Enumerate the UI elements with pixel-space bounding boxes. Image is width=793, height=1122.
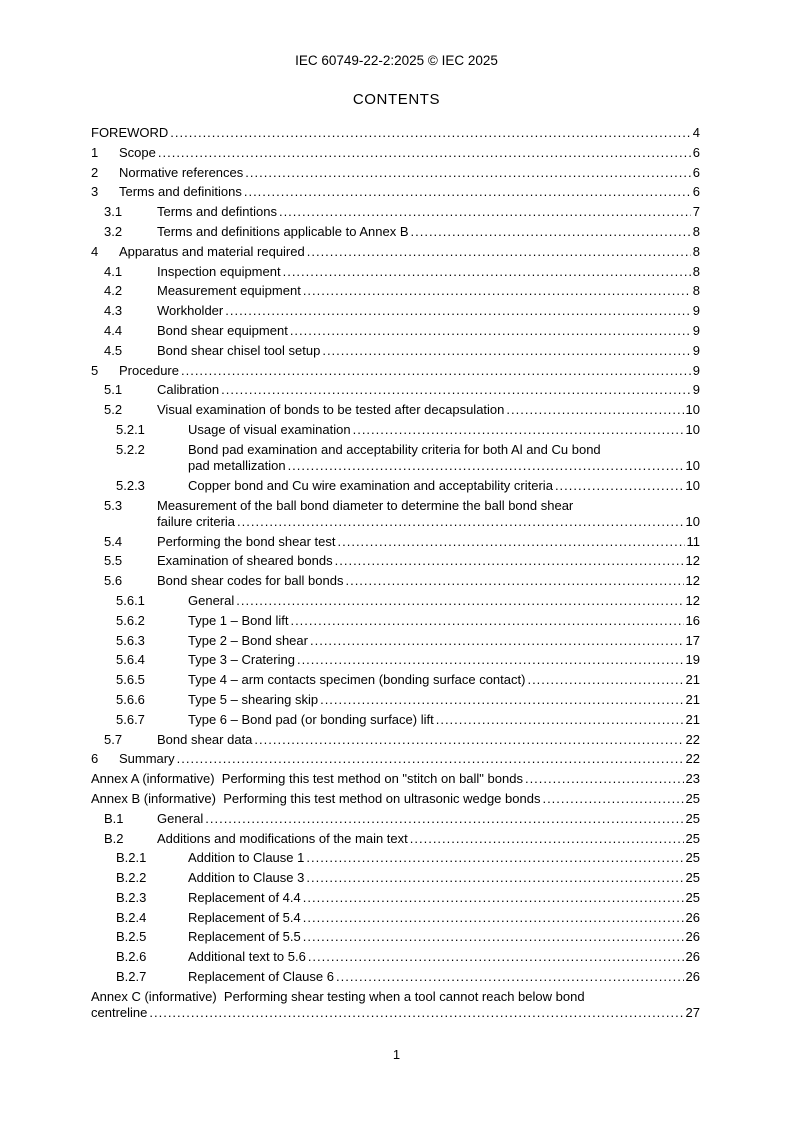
toc-entry-line	[188, 442, 700, 458]
toc-entry-line	[157, 553, 700, 569]
toc-entry-title: centreline	[91, 1005, 148, 1021]
toc-entry-number: 4.2	[104, 283, 123, 299]
toc-page-number: 26	[685, 949, 700, 965]
toc-entry-number: 5.4	[104, 533, 123, 549]
toc-entry-line	[91, 989, 700, 1005]
toc-entry	[91, 969, 700, 985]
toc-entry-line	[119, 751, 700, 767]
toc-entry-line	[157, 498, 700, 514]
toc-page-number: 9	[692, 362, 700, 378]
toc-entry-number: 5.5	[104, 553, 123, 569]
toc-entry-number: 4.3	[104, 303, 123, 319]
dot-leader	[410, 831, 684, 847]
toc-entry-title: Bond shear codes for ball bonds	[157, 573, 344, 589]
toc-entry-number: B.2.4	[116, 909, 147, 925]
dot-leader	[310, 633, 684, 649]
toc-entry-line	[188, 910, 700, 926]
toc-entry	[91, 145, 700, 161]
toc-entry-number: 5.6.5	[116, 672, 145, 688]
dot-leader	[245, 165, 690, 181]
toc-page-number: 22	[685, 731, 700, 747]
toc-entry-line	[188, 422, 700, 438]
toc-entry-line	[188, 870, 700, 886]
toc-entry-line	[157, 382, 700, 398]
toc-entry-title: Replacement of 5.5	[188, 929, 301, 945]
toc-entry-title: Terms and definitions	[119, 184, 242, 200]
toc-entry	[91, 382, 700, 398]
toc-entry	[91, 422, 700, 438]
dot-leader	[303, 283, 691, 299]
toc-page-number: 10	[685, 477, 700, 493]
toc-page-number: 26	[685, 909, 700, 925]
toc-entry-line	[188, 929, 700, 945]
toc-entry-line	[188, 949, 700, 965]
toc-entry-title: Annex A (informative) Performing this test method on "stitch on ball" bonds	[91, 771, 523, 787]
toc-entry-number: 5.2	[104, 402, 123, 418]
toc-page-number: 8	[692, 223, 700, 239]
toc-entry	[91, 165, 700, 181]
toc-page-number: 8	[692, 263, 700, 279]
toc-entry-number: 4.5	[104, 342, 123, 358]
toc-entry-number: 5.3	[104, 497, 123, 513]
toc-entry-line	[157, 831, 700, 847]
toc-page-number: 8	[692, 283, 700, 299]
toc-page-number: 21	[685, 691, 700, 707]
dot-leader	[345, 573, 683, 589]
toc-entry-line	[188, 478, 700, 494]
dot-leader	[288, 458, 684, 474]
toc-entry-title: Additional text to 5.6	[188, 949, 306, 965]
toc-entry-title: Terms and definitions applicable to Annex B	[157, 223, 409, 239]
toc-entry-number: 4	[91, 243, 99, 259]
toc-entry-line	[91, 771, 700, 787]
toc-page-number: 25	[685, 870, 700, 886]
toc-entry-number: B.2.2	[116, 870, 147, 886]
toc-entry-line	[157, 402, 700, 418]
toc-entry	[91, 771, 700, 787]
toc-entry-title: Addition to Clause 3	[188, 870, 305, 886]
dot-leader	[181, 363, 691, 379]
toc-entry-title: Type 3 – Cratering	[188, 652, 295, 668]
toc-page-number: 25	[685, 830, 700, 846]
toc-entry	[91, 283, 700, 299]
toc-entry-title: Replacement of 5.4	[188, 909, 301, 925]
toc-entry	[91, 929, 700, 945]
toc-entry-line	[188, 850, 700, 866]
toc-entry-title: General	[188, 592, 235, 608]
toc-entry-line	[157, 534, 700, 550]
toc-entry	[91, 402, 700, 418]
dot-leader	[170, 125, 690, 141]
toc-entry-number: 5.2.2	[116, 441, 145, 457]
toc-entry-title: Usage of visual examination	[188, 421, 351, 437]
toc-page-number: 16	[685, 612, 700, 628]
toc-entry	[91, 343, 700, 359]
toc-entry-title: Calibration	[157, 382, 220, 398]
toc-entry-title: Replacement of Clause 6	[188, 969, 334, 985]
toc-entry-number: 5.7	[104, 731, 123, 747]
toc-page-number: 9	[692, 322, 700, 338]
toc-page-number: 22	[685, 751, 700, 767]
toc-page-number: 4	[692, 125, 700, 140]
toc-entry	[91, 652, 700, 668]
toc-entry-title: Replacement of 4.4	[188, 889, 301, 905]
toc-entry-title: Additions and modifications of the main text	[157, 830, 408, 846]
dot-leader	[527, 672, 683, 688]
toc-entry-title: failure criteria	[157, 513, 236, 529]
toc-entry	[91, 692, 700, 708]
toc-entry-number: 5.6.4	[116, 652, 145, 668]
dot-leader	[303, 910, 684, 926]
toc-entry-title: Procedure	[119, 362, 179, 378]
toc-page-number: 6	[692, 164, 700, 180]
toc-entry	[91, 363, 700, 379]
dot-leader	[158, 145, 691, 161]
dot-leader	[244, 184, 691, 200]
dot-leader	[338, 534, 685, 550]
toc-entry-title: pad metallization	[188, 457, 286, 473]
toc-entry-line	[157, 264, 700, 280]
dot-leader	[149, 1005, 683, 1021]
toc-entry-line	[188, 633, 700, 649]
toc-entry-line	[188, 712, 700, 728]
toc-entry-line	[119, 184, 700, 200]
toc-entry	[91, 831, 700, 847]
toc-entry	[91, 244, 700, 260]
toc-entry	[91, 633, 700, 649]
toc-entry-line	[188, 672, 700, 688]
toc-entry-title: Type 6 – Bond pad (or bonding surface) lift	[188, 711, 434, 727]
toc-entry-number: 5.6.7	[116, 711, 145, 727]
toc-page-number: 26	[685, 929, 700, 945]
toc-page-number: 25	[685, 850, 700, 866]
dot-leader	[436, 712, 684, 728]
toc-entry-number: 5.6.6	[116, 691, 145, 707]
toc-entry-number: B.2	[104, 830, 124, 846]
toc-entry-line	[188, 613, 700, 629]
toc-entry	[91, 890, 700, 906]
toc-entry-title: Copper bond and Cu wire examination and acceptability criteria	[188, 477, 553, 493]
toc-entry	[91, 264, 700, 280]
toc-entry-line	[119, 244, 700, 260]
dot-leader	[303, 890, 684, 906]
toc-entry-number: 1	[91, 144, 99, 160]
toc-page-number: 9	[692, 303, 700, 319]
toc-entry-number: B.2.1	[116, 850, 147, 866]
toc-entry-line	[91, 791, 700, 807]
toc-entry-line	[188, 890, 700, 906]
toc-entry	[91, 712, 700, 728]
dot-leader	[542, 791, 683, 807]
dot-leader	[353, 422, 684, 438]
toc-entry-number: 5.6.2	[116, 612, 145, 628]
toc-entry-title: Annex C (informative) Performing shear testing when a tool cannot reach below bond	[91, 988, 585, 1004]
toc-entry	[91, 949, 700, 965]
toc-entry	[91, 184, 700, 200]
toc-entry	[91, 534, 700, 550]
toc-entry-title: Type 5 – shearing skip	[188, 691, 319, 707]
toc-entry-number: 5.1	[104, 382, 123, 398]
toc-page-number: 7	[692, 204, 700, 220]
dot-leader	[279, 204, 691, 220]
toc-page-number: 17	[685, 632, 700, 648]
dot-leader	[306, 870, 683, 886]
toc-entry-title: Type 2 – Bond shear	[188, 632, 308, 648]
toc-entry-line	[119, 363, 700, 379]
toc-entry-line	[188, 969, 700, 985]
dot-leader	[306, 850, 683, 866]
toc-entry-title: Annex B (informative) Performing this test method on ultrasonic wedge bonds	[91, 790, 541, 806]
toc-entry-number: 4.1	[104, 263, 123, 279]
toc-entry-line	[157, 283, 700, 299]
toc-entry-line	[188, 458, 700, 474]
toc-entry	[91, 811, 700, 827]
toc-page-number: 26	[685, 969, 700, 985]
toc-page-number: 9	[692, 342, 700, 358]
toc-entry-title: Addition to Clause 1	[188, 850, 305, 866]
toc-entry-number: 3.2	[104, 223, 123, 239]
toc-entry-number: 6	[91, 751, 99, 767]
toc-entry-title: Scope	[119, 144, 156, 160]
toc-entry-line	[188, 652, 700, 668]
toc-entry	[91, 125, 700, 141]
toc-entry	[91, 573, 700, 589]
page-number-footer: 1	[392, 1047, 401, 1062]
toc-entry	[91, 442, 700, 474]
toc-entry	[91, 613, 700, 629]
dot-leader	[335, 553, 684, 569]
toc-page-number: 10	[685, 513, 700, 529]
dot-leader	[205, 811, 683, 827]
toc-entry-number: 4.4	[104, 322, 123, 338]
toc-page-number: 25	[685, 889, 700, 905]
toc-entry-title: General	[157, 810, 204, 826]
dot-leader	[555, 478, 684, 494]
toc-entry-title: Workholder	[157, 303, 224, 319]
toc-entry-line	[157, 323, 700, 339]
toc-entry-title: FOREWORD	[91, 125, 169, 140]
toc-entry-title: Performing the bond shear test	[157, 533, 336, 549]
toc-entry	[91, 478, 700, 494]
contents-heading: CONTENTS	[352, 91, 441, 108]
toc-page-number: 25	[685, 790, 700, 806]
toc-entry-line	[91, 1005, 700, 1021]
dot-leader	[177, 751, 684, 767]
toc-page-number: 19	[685, 652, 700, 668]
toc-page-number: 21	[685, 711, 700, 727]
toc-page-number: 27	[685, 1005, 700, 1021]
toc-entry	[91, 751, 700, 767]
toc-entry	[91, 553, 700, 569]
toc-entry-line	[157, 204, 700, 220]
toc-list	[91, 125, 700, 1025]
toc-entry-number: B.2.6	[116, 949, 147, 965]
toc-entry-title: Measurement of the ball bond diameter to determine the ball bond shear	[157, 497, 574, 513]
running-header: IEC 60749-22-2:2025 © IEC 2025	[295, 53, 498, 68]
toc-entry	[91, 303, 700, 319]
dot-leader	[307, 244, 691, 260]
toc-entry-line	[157, 303, 700, 319]
toc-entry-number: 5.6.1	[116, 592, 145, 608]
toc-entry	[91, 791, 700, 807]
toc-page-number: 9	[692, 382, 700, 398]
toc-entry-number: B.2.5	[116, 929, 147, 945]
toc-entry-title: Bond shear chisel tool setup	[157, 342, 321, 358]
toc-entry	[91, 498, 700, 530]
toc-entry-title: Bond shear data	[157, 731, 253, 747]
toc-entry-title: Bond pad examination and acceptability criteria for both Al and Cu bond	[188, 441, 601, 457]
dot-leader	[411, 224, 691, 240]
toc-entry-line	[157, 811, 700, 827]
toc-entry-number: 3.1	[104, 204, 123, 220]
dot-leader	[290, 323, 691, 339]
dot-leader	[525, 771, 684, 787]
dot-leader	[506, 402, 683, 418]
toc-entry	[91, 732, 700, 748]
toc-entry	[91, 989, 700, 1021]
toc-page-number: 8	[692, 243, 700, 259]
dot-leader	[254, 732, 683, 748]
toc-entry-number: 5.6	[104, 573, 123, 589]
dot-leader	[336, 969, 684, 985]
toc-entry-number: B.2.7	[116, 969, 147, 985]
dot-leader	[236, 593, 683, 609]
toc-entry-line	[119, 145, 700, 161]
toc-entry-line	[188, 593, 700, 609]
dot-leader	[322, 343, 690, 359]
toc-entry-title: Terms and defintions	[157, 204, 277, 220]
toc-entry-title: Examination of sheared bonds	[157, 553, 333, 569]
dot-leader	[225, 303, 691, 319]
dot-leader	[320, 692, 683, 708]
toc-entry-title: Type 4 – arm contacts specimen (bonding surface contact)	[188, 672, 526, 688]
toc-entry	[91, 204, 700, 220]
dot-leader	[283, 264, 691, 280]
toc-entry-number: 2	[91, 164, 99, 180]
toc-entry-title: Type 1 – Bond lift	[188, 612, 289, 628]
toc-entry-line	[188, 692, 700, 708]
toc-page-number: 25	[685, 810, 700, 826]
toc-entry-title: Inspection equipment	[157, 263, 281, 279]
toc-page-number: 23	[685, 771, 700, 787]
toc-entry-number: 5	[91, 362, 99, 378]
toc-entry-line	[157, 343, 700, 359]
toc-entry	[91, 323, 700, 339]
toc-entry-number: 5.2.3	[116, 477, 145, 493]
toc-entry	[91, 224, 700, 240]
toc-entry-title: Measurement equipment	[157, 283, 301, 299]
toc-page-number: 6	[692, 184, 700, 200]
toc-page-number: 21	[685, 672, 700, 688]
toc-entry-title: Summary	[119, 751, 175, 767]
toc-entry-line	[157, 573, 700, 589]
dot-leader	[237, 514, 684, 530]
toc-page-number: 6	[692, 144, 700, 160]
dot-leader	[290, 613, 683, 629]
dot-leader	[297, 652, 684, 668]
toc-entry	[91, 910, 700, 926]
toc-entry-line	[91, 125, 700, 141]
toc-entry-line	[157, 732, 700, 748]
toc-entry-number: 3	[91, 184, 99, 200]
dot-leader	[221, 382, 691, 398]
toc-entry-number: B.1	[104, 810, 124, 826]
toc-entry	[91, 593, 700, 609]
toc-entry-title: Bond shear equipment	[157, 322, 288, 338]
toc-entry-number: 5.2.1	[116, 421, 145, 437]
dot-leader	[308, 949, 684, 965]
toc-page-number: 12	[685, 592, 700, 608]
toc-entry-line	[157, 514, 700, 530]
toc-entry	[91, 870, 700, 886]
toc-page-number: 12	[685, 573, 700, 589]
toc-page-number: 10	[685, 421, 700, 437]
toc-entry-number: 5.6.3	[116, 632, 145, 648]
toc-entry-title: Normative references	[119, 164, 244, 180]
toc-page-number: 10	[685, 457, 700, 473]
toc-entry-title: Apparatus and material required	[119, 243, 305, 259]
toc-page-number: 10	[685, 402, 700, 418]
toc-entry-line	[119, 165, 700, 181]
toc-page-number: 12	[685, 553, 700, 569]
toc-page-number: 11	[686, 533, 700, 549]
toc-entry-title: Visual examination of bonds to be tested after decapsulation	[157, 402, 505, 418]
dot-leader	[303, 929, 684, 945]
toc-entry-line	[157, 224, 700, 240]
toc-entry-number: B.2.3	[116, 889, 147, 905]
toc-entry	[91, 850, 700, 866]
toc-entry	[91, 672, 700, 688]
